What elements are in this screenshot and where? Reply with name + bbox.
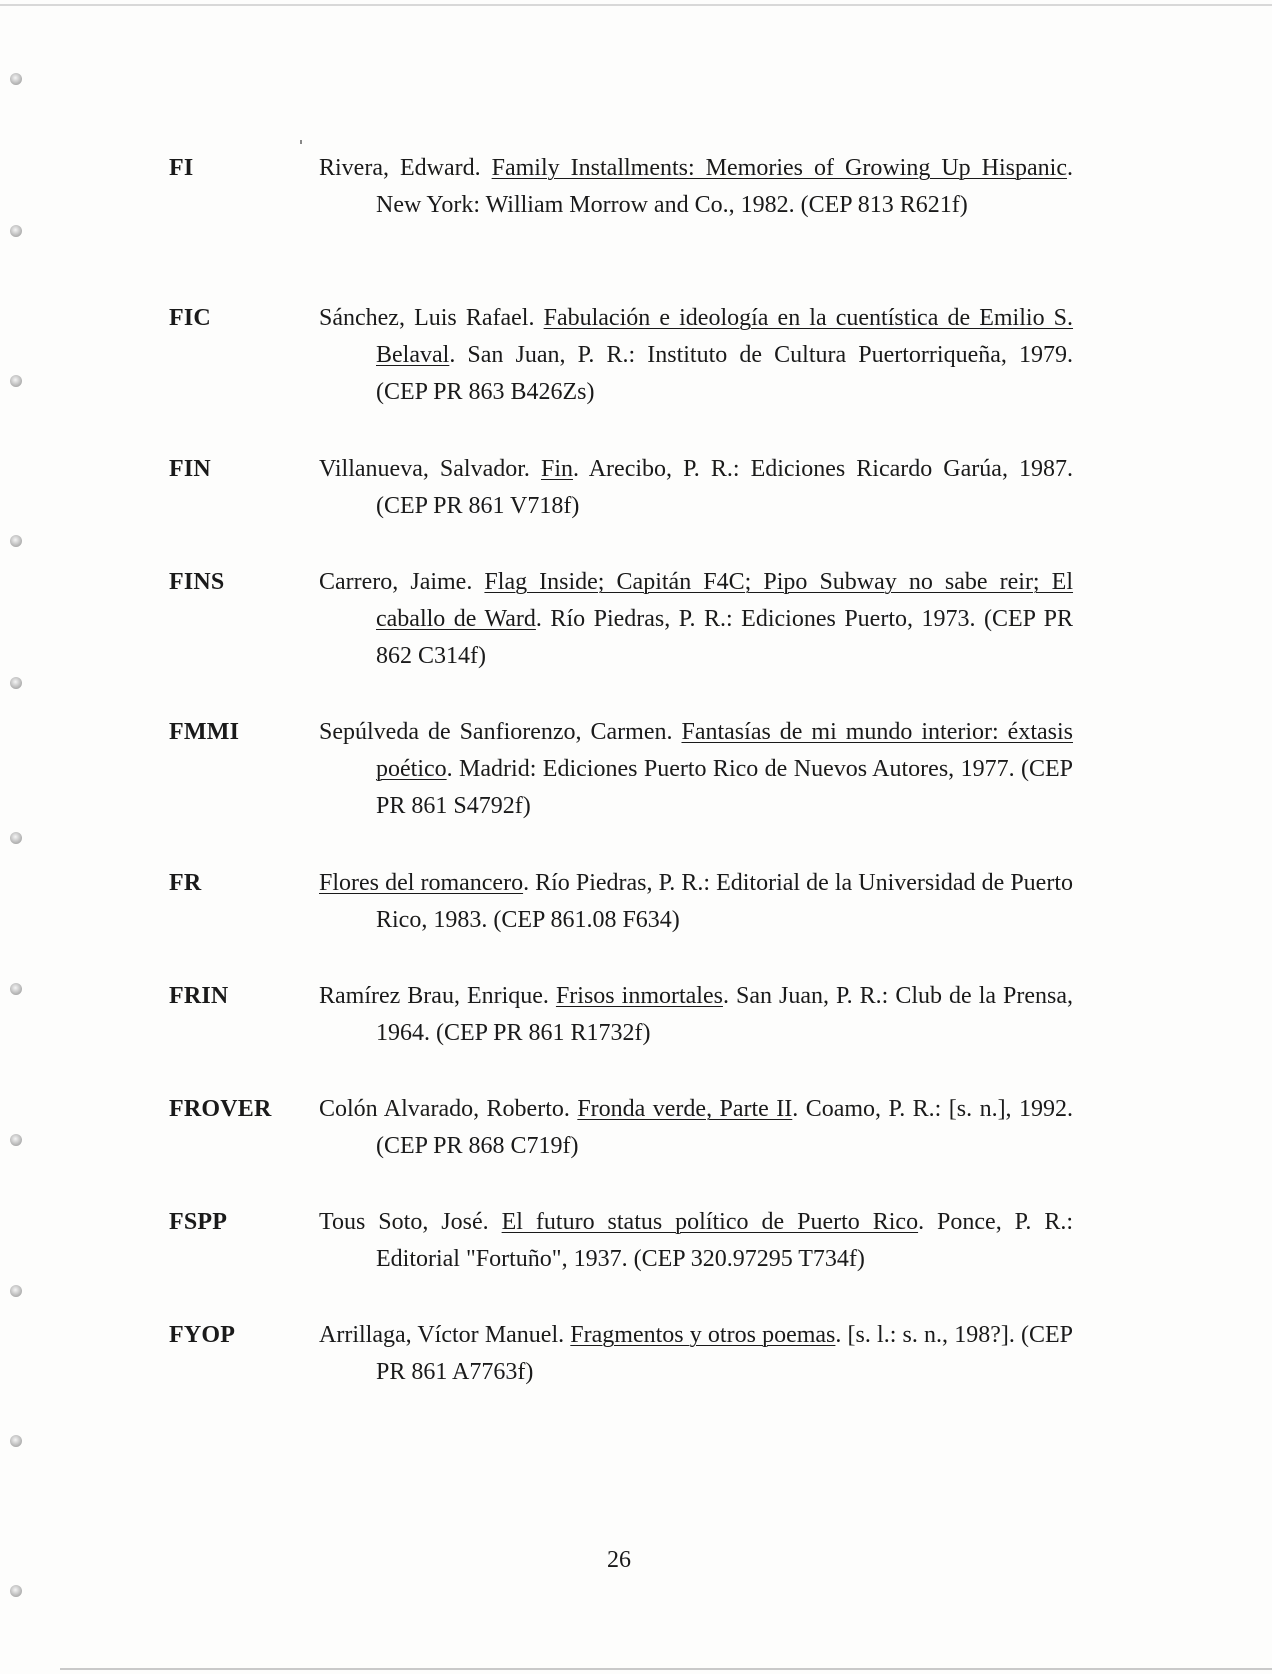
entry-code: FYOP xyxy=(169,1322,236,1348)
entry-code: FMMI xyxy=(169,719,240,745)
entry-publication: . Madrid: Ediciones Puerto Rico de Nuevos Autores, 1977. (CEP PR 861 S4792f) xyxy=(376,756,1073,819)
entry-code: FIN xyxy=(169,456,211,482)
entry-title: Family Installments: Memories of Growing Up Hispanic xyxy=(491,155,1067,181)
binder-hole-icon xyxy=(10,225,22,237)
entry-publication: . Río Piedras, P. R.: Ediciones Puerto, 1973. (CEP PR 862 C314f) xyxy=(376,606,1074,669)
entry-author: Colón Alvarado, Roberto. xyxy=(319,1096,570,1122)
entry-code: FRIN xyxy=(169,983,229,1009)
entry-author: Villanueva, Salvador. xyxy=(319,456,530,482)
entry-publication: . San Juan, P. R.: Club de la Prensa, 1964. (CEP PR 861 R1732f) xyxy=(376,983,1074,1046)
entry-title: Frisos inmortales xyxy=(555,983,723,1009)
binder-hole-icon xyxy=(10,832,22,844)
entry-publication: . Río Piedras, P. R.: Editorial de la Universidad de Puerto Rico, 1983. (CEP 861.08 F634) xyxy=(376,870,1073,933)
binder-hole-icon xyxy=(10,375,22,387)
binder-hole-icon xyxy=(10,73,22,85)
entry-publication: . Arecibo, P. R.: Ediciones Ricardo Garúa, 1987. (CEP PR 861 V718f) xyxy=(376,456,1073,519)
binder-hole-icon xyxy=(10,535,22,547)
entry-title: Fragmentos y otros poemas xyxy=(570,1322,836,1348)
entry-author: Rivera, Edward. xyxy=(319,155,481,181)
binder-hole-icon xyxy=(10,677,22,689)
entry-code: FR xyxy=(169,870,202,896)
page-top-edge xyxy=(0,4,1272,6)
binder-hole-icon xyxy=(10,1134,22,1146)
page-bottom-edge xyxy=(60,1668,1272,1670)
entry-code: FSPP xyxy=(169,1209,228,1235)
entry-author: Carrero, Jaime. xyxy=(319,569,473,595)
entry-title: Flag Inside; Capitán F4C; Pipo Subway no sabe reir; El caballo de Ward xyxy=(376,569,1074,632)
entry-citation xyxy=(319,714,1073,825)
entry-title: Fin xyxy=(540,456,573,482)
entry-title: Flores del romancero xyxy=(319,870,524,896)
binder-hole-icon xyxy=(10,1585,22,1597)
entry-citation xyxy=(319,300,1073,411)
entry-publication: . Ponce, P. R.: Editorial "Fortuño", 1937. (CEP 320.97295 T734f) xyxy=(376,1209,1074,1272)
entry-title: Fabulación e ideología en la cuentística de Emilio S. Belaval xyxy=(376,305,1074,368)
entry-citation xyxy=(319,150,1073,224)
entry-citation xyxy=(319,1091,1073,1165)
entry-code: FIC xyxy=(169,305,211,331)
entry-publication: . [s. l.: s. n., 198?]. (CEP PR 861 A7763f) xyxy=(376,1322,1073,1385)
entry-author: Ramírez Brau, Enrique. xyxy=(319,983,549,1009)
entry-citation xyxy=(319,1317,1073,1391)
binder-hole-icon xyxy=(10,1435,22,1447)
entry-publication: . San Juan, P. R.: Instituto de Cultura Puertorriqueña, 1979. (CEP PR 863 B426Zs) xyxy=(376,342,1073,405)
entry-author: Tous Soto, José. xyxy=(319,1209,489,1235)
entry-citation xyxy=(319,451,1073,525)
entry-title: Fronda verde, Parte II xyxy=(577,1096,793,1122)
entry-citation xyxy=(319,865,1073,939)
entry-title: Fantasías de mi mundo interior: éxtasis poético xyxy=(376,719,1073,782)
page-number xyxy=(0,1545,1272,1575)
entry-author: Sepúlveda de Sanfiorenzo, Carmen. xyxy=(319,719,673,745)
entry-author: Arrillaga, Víctor Manuel. xyxy=(319,1322,565,1348)
binder-hole-icon xyxy=(10,983,22,995)
entry-publication: . New York: William Morrow and Co., 1982. (CEP 813 R621f) xyxy=(376,155,1073,218)
page-number-text: 26 xyxy=(607,1547,631,1573)
entry-citation xyxy=(319,978,1073,1052)
entry-title: El futuro status político de Puerto Rico xyxy=(501,1209,919,1235)
entry-author: Sánchez, Luis Rafael. xyxy=(319,305,535,331)
entry-code: FI xyxy=(169,155,194,181)
entry-citation xyxy=(319,564,1073,675)
binder-hole-icon xyxy=(10,1285,22,1297)
entry-code: FROVER xyxy=(169,1096,272,1122)
entry-citation xyxy=(319,1204,1073,1278)
entry-code: FINS xyxy=(169,569,225,595)
scan-mark xyxy=(300,140,302,144)
entry-publication: . Coamo, P. R.: [s. n.], 1992. (CEP PR 868 C719f) xyxy=(376,1096,1074,1159)
